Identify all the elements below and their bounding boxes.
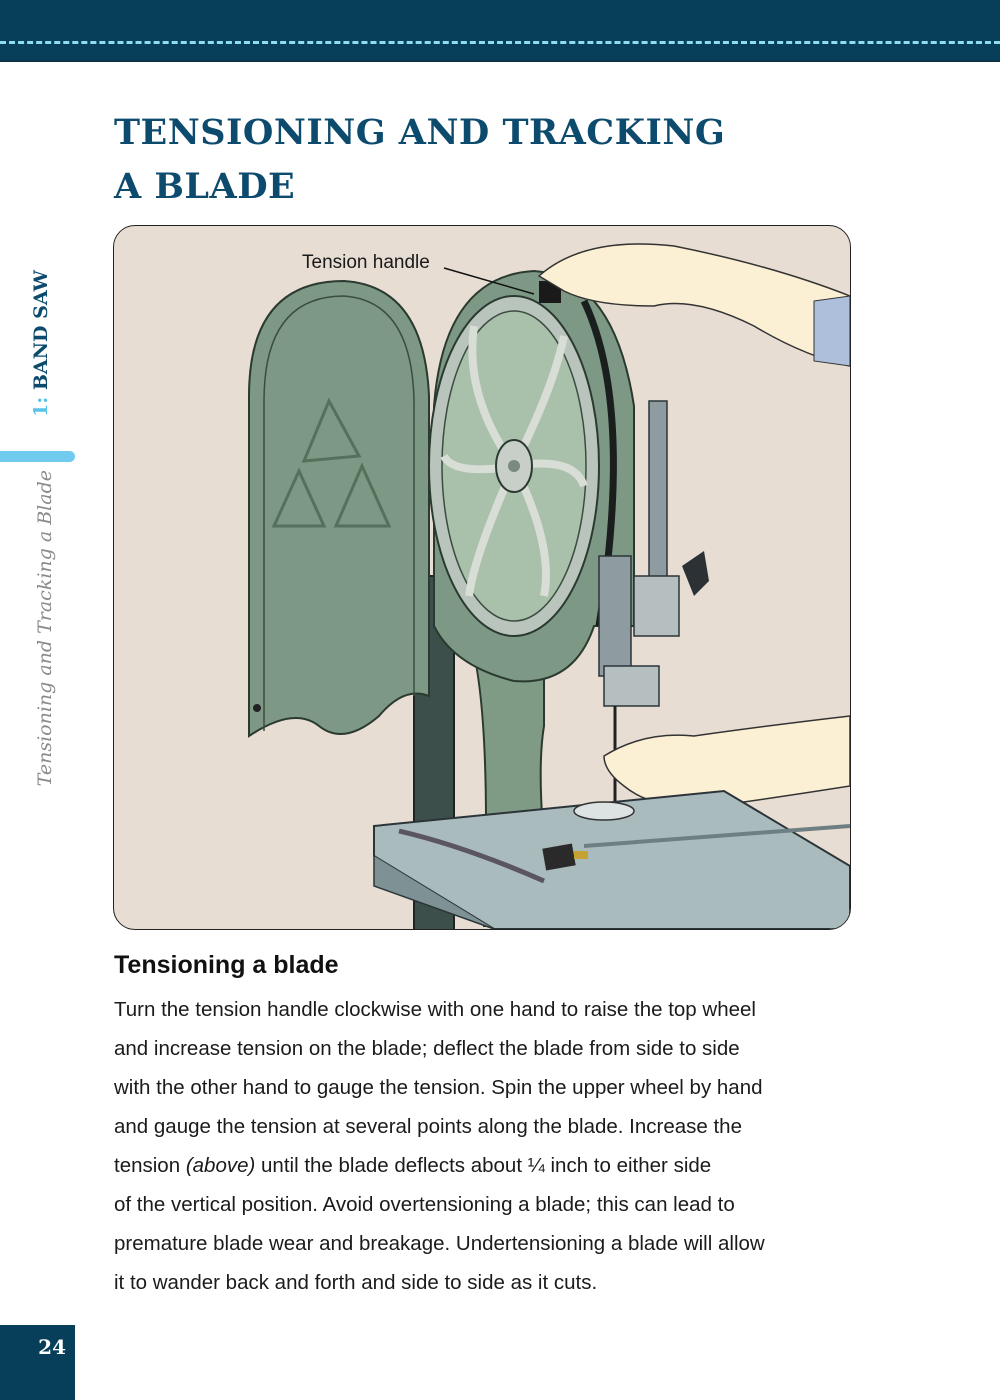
chapter-accent-bar	[0, 451, 75, 462]
callout-tension-handle: Tension handle	[302, 252, 430, 273]
section-body	[114, 990, 874, 1302]
body-line: Turn the tension handle clockwise with one hand to raise the top wheel	[114, 998, 756, 1021]
body-text: until the blade deflects about ¼ inch to either side	[255, 1154, 712, 1177]
page-number-box	[0, 1325, 75, 1400]
page-number: 24	[38, 1335, 66, 1359]
section-heading: Tensioning a blade	[114, 951, 339, 979]
band-saw-illustration	[113, 225, 851, 930]
section-running-head	[30, 470, 70, 830]
page-title-line2: A BLADE	[114, 166, 296, 207]
body-line: with the other hand to gauge the tension. Spin the upper wheel by hand	[114, 1076, 763, 1099]
top-header-band	[0, 0, 1000, 62]
body-line: of the vertical position. Avoid overtensioning a blade; this can lead to	[114, 1193, 735, 1216]
body-line: premature blade wear and breakage. Undertensioning a blade will allow	[114, 1232, 765, 1255]
page-title	[114, 106, 725, 214]
figure-reference: (above)	[185, 1154, 256, 1177]
header-dashed-rule	[0, 41, 1000, 44]
chapter-tab	[20, 270, 80, 440]
section-running-title: Tensioning and Tracking a Blade	[34, 470, 56, 787]
band-saw-drawing	[114, 226, 850, 929]
body-line: it to wander back and forth and side to side as it cuts.	[114, 1271, 598, 1294]
header-edge	[0, 60, 1000, 62]
body-text: tension	[114, 1154, 186, 1177]
body-line: and gauge the tension at several points along the blade. Increase the	[114, 1115, 742, 1138]
chapter-number: 1:	[30, 396, 52, 417]
page-title-line1: TENSIONING AND TRACKING	[114, 112, 726, 153]
body-line	[114, 1146, 874, 1185]
body-line: and increase tension on the blade; deflect the blade from side to side	[114, 1037, 740, 1060]
chapter-name: BAND SAW	[30, 270, 52, 391]
